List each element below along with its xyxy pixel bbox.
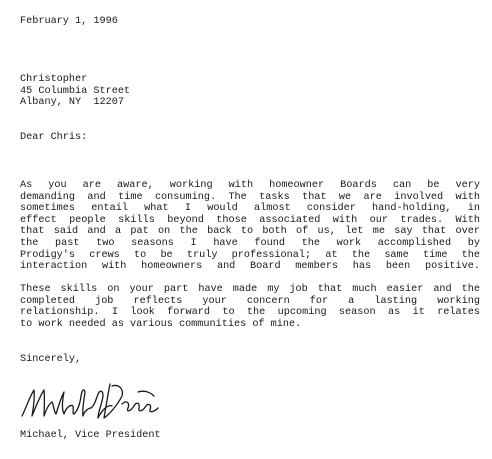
signer-name-title: Michael, Vice President (20, 430, 161, 441)
recipient-street: 45 Columbia Street (20, 85, 131, 97)
paragraph-line: the past two seasons I have found the work accomplished by (20, 237, 480, 249)
handwritten-signature-icon (18, 370, 178, 430)
body-paragraph-1 (20, 180, 480, 273)
paragraph-line: As you are aware, working with homeowner Boards can be very (20, 180, 480, 191)
recipient-address (20, 74, 130, 109)
paragraph-line: relationship. I look forward to the upcoming season as it relates (20, 307, 480, 319)
recipient-name: Christopher (20, 74, 88, 85)
salutation: Dear Chris: (20, 132, 88, 143)
paragraph-line: interaction with homeowners and Board members has been positive. (20, 261, 480, 273)
paragraph-line: effect people skills beyond those associated with our trades. With (20, 214, 480, 226)
body-paragraph-2 (20, 284, 480, 330)
paragraph-line: to work needed as various communities of mine. (20, 318, 302, 330)
paragraph-line: sometimes entail what I would almost consider hand-holding, in (20, 203, 480, 215)
paragraph-line: completed job reflects your concern for a lasting working (20, 295, 480, 307)
closing: Sincerely, (20, 354, 82, 365)
paragraph-line: Prodigy's crews to be truly professional; at the same time the (20, 249, 480, 261)
paragraph-line: These skills on your part have made my job that much easier and the (20, 284, 480, 295)
paragraph-line: demanding and time consuming. The tasks that we are involved with (20, 191, 480, 203)
letter-date: February 1, 1996 (20, 16, 118, 27)
paragraph-line: that said and a pat on the back to both of us, let me say that over (20, 226, 480, 238)
recipient-city: Albany, NY 12207 (20, 97, 124, 109)
